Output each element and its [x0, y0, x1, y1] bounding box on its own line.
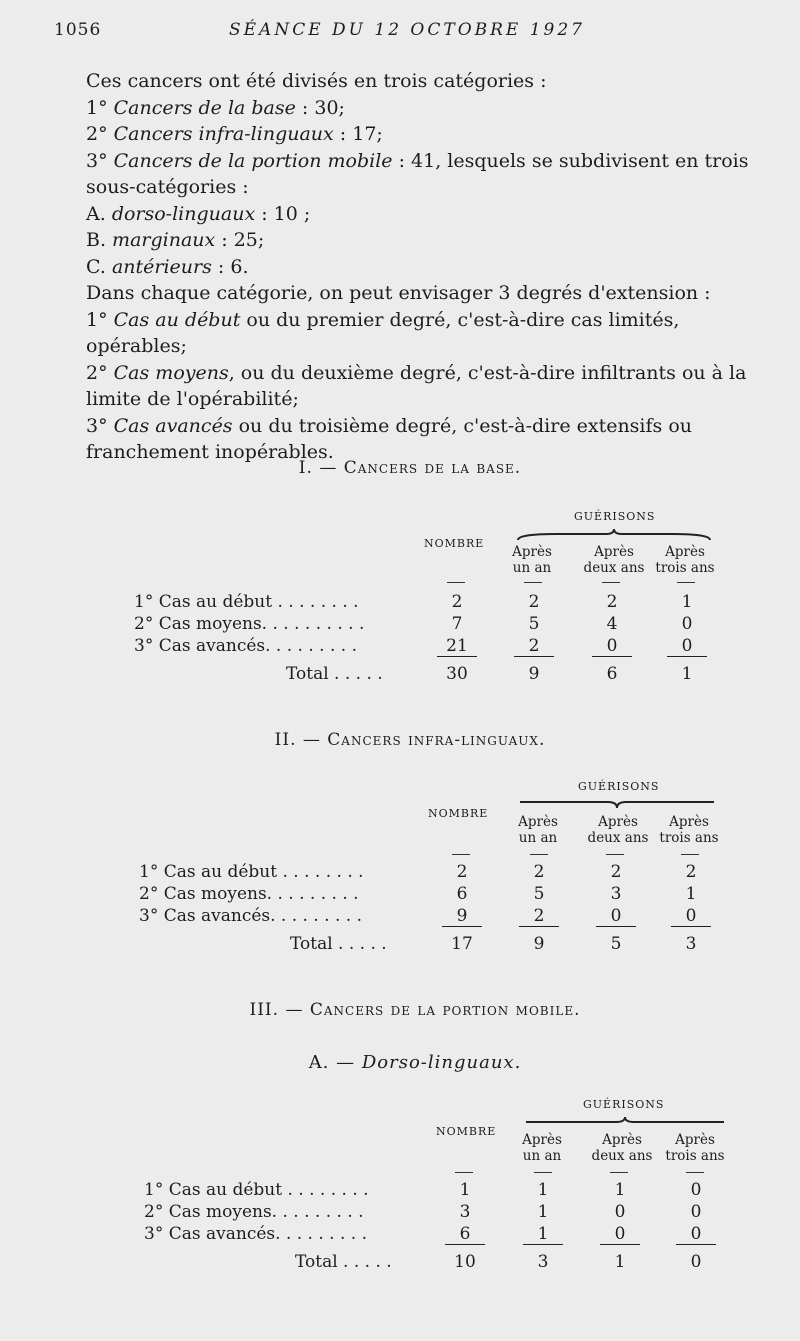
cell-an3: 1 [681, 592, 693, 612]
total-an3: 0 [690, 1252, 702, 1272]
guerisons-header: GUÉRISONS [578, 780, 660, 793]
cell-an1: 2 [514, 636, 554, 657]
cell-an1: 2 [519, 906, 559, 927]
total-an3: 1 [681, 664, 693, 684]
cell-an1: 5 [533, 884, 545, 904]
intro-paragraphs [56, 68, 764, 466]
total-an3: 3 [685, 934, 697, 954]
col-header-3: Après trois ans [665, 1132, 725, 1164]
total-nombre: 30 [446, 664, 468, 684]
intro-line: Ces cancers ont été divisés en trois catégories : [86, 70, 547, 92]
table-row: 1° Cas au début . . . . . . . . [134, 592, 359, 612]
total-nombre: 17 [451, 934, 473, 954]
cell-an1: 1 [537, 1202, 549, 1222]
total-an2: 5 [610, 934, 622, 954]
total-an1: 3 [537, 1252, 549, 1272]
subcategory-a: A. dorso-linguaux : 10 ; [86, 202, 311, 225]
cell-an3: 0 [681, 614, 693, 634]
table-row: 1° Cas au début . . . . . . . . [139, 862, 364, 882]
total-an2: 6 [606, 664, 618, 684]
cell-an1: 1 [523, 1224, 563, 1245]
total-nombre: 10 [454, 1252, 476, 1272]
brace-icon [518, 798, 716, 812]
category-2: 2° Cancers infra-linguaux : 17; [86, 123, 383, 145]
total-an1: 9 [528, 664, 540, 684]
table-row: 3° Cas avancés. . . . . . . . . [139, 906, 362, 926]
table-3-title: III. — Cancers de la portion mobile. [249, 1000, 581, 1020]
col-header-1: Après un an [518, 814, 558, 846]
cell-an2: 0 [592, 636, 632, 657]
running-header [54, 20, 760, 44]
category-3: 3° Cancers de la portion mobile : 41, lesquels se subdivisent en trois sous-catégories : [86, 149, 749, 198]
table-row: 2° Cas moyens. . . . . . . . . [139, 884, 359, 904]
col-header-2: Après deux ans [583, 544, 645, 576]
table-row: 3° Cas avancés. . . . . . . . . [134, 636, 357, 656]
cell-nombre: 2 [451, 592, 463, 612]
total-an2: 1 [614, 1252, 626, 1272]
col-header-1: Après un an [512, 544, 552, 576]
cell-nombre: 9 [442, 906, 482, 927]
cell-an2: 2 [610, 862, 622, 882]
cell-an3: 0 [671, 906, 711, 927]
cell-an2: 0 [600, 1224, 640, 1245]
cell-nombre: 6 [456, 884, 468, 904]
cell-nombre: 21 [437, 636, 477, 657]
brace-icon [516, 528, 712, 542]
col-header-2: Après deux ans [587, 814, 649, 846]
cell-an2: 2 [606, 592, 618, 612]
cell-an3: 0 [690, 1180, 702, 1200]
nombre-header: NOMBRE [424, 537, 485, 550]
total-row: Total . . . . . [286, 664, 383, 684]
cell-an3: 0 [690, 1202, 702, 1222]
col-header-3: Après trois ans [655, 544, 715, 576]
category-1: 1° Cancers de la base : 30; [86, 96, 345, 119]
cell-an1: 1 [537, 1180, 549, 1200]
cell-an3: 0 [667, 636, 707, 657]
col-header-3: Après trois ans [659, 814, 719, 846]
total-row: Total . . . . . [295, 1252, 392, 1272]
col-header-2: Après deux ans [591, 1132, 653, 1164]
cell-an2: 4 [606, 614, 618, 634]
cell-nombre: 6 [445, 1224, 485, 1245]
guerisons-header: GUÉRISONS [574, 510, 656, 523]
table-2-title: II. — Cancers infra-linguaux. [274, 730, 546, 750]
cell-nombre: 2 [456, 862, 468, 882]
table-row: 3° Cas avancés. . . . . . . . . [144, 1224, 367, 1244]
degrees-intro: Dans chaque catégorie, on peut envisager 3 degrés d'extension : [86, 282, 711, 304]
cell-nombre: 1 [459, 1180, 471, 1200]
guerisons-header: GUÉRISONS [583, 1098, 665, 1111]
table-row: 2° Cas moyens. . . . . . . . . . [134, 614, 365, 634]
cell-an3: 2 [685, 862, 697, 882]
subcategory-b: B. marginaux : 25; [86, 229, 265, 251]
cell-an1: 2 [533, 862, 545, 882]
cell-an1: 5 [528, 614, 540, 634]
cell-an1: 2 [528, 592, 540, 612]
table-row: 2° Cas moyens. . . . . . . . . [144, 1202, 364, 1222]
table-row: 1° Cas au début . . . . . . . . [144, 1180, 369, 1200]
cell-an3: 1 [685, 884, 697, 904]
table-1-title: I. — Cancers de la base. [298, 458, 522, 478]
cell-nombre: 7 [451, 614, 463, 634]
total-an1: 9 [533, 934, 545, 954]
cell-an2: 0 [596, 906, 636, 927]
total-row: Total . . . . . [290, 934, 387, 954]
page-number: 1056 [54, 20, 102, 40]
nombre-header: NOMBRE [436, 1125, 497, 1138]
col-header-1: Après un an [522, 1132, 562, 1164]
degree-2: 2° Cas moyens, ou du deuxième degré, c'est-à-dire infiltrants ou à la limite de l'opérabilité; [86, 361, 747, 410]
cell-an2: 3 [610, 884, 622, 904]
cell-an2: 0 [614, 1202, 626, 1222]
table-3-subtitle: A. — Dorso-linguaux. [308, 1052, 522, 1073]
degree-3: 3° Cas avancés ou du troisième degré, c'est-à-dire extensifs ou franchement inopérables. [86, 414, 693, 463]
cell-an3: 0 [676, 1224, 716, 1245]
cell-nombre: 3 [459, 1202, 471, 1222]
session-title: SÉANCE DU 12 OCTOBRE 1927 [228, 20, 585, 40]
degree-1: 1° Cas au début ou du premier degré, c'est-à-dire cas limités, opérables; [86, 308, 680, 357]
brace-icon [524, 1116, 726, 1130]
nombre-header: NOMBRE [428, 807, 489, 820]
subcategory-c: C. antérieurs : 6. [86, 255, 249, 278]
cell-an2: 1 [614, 1180, 626, 1200]
